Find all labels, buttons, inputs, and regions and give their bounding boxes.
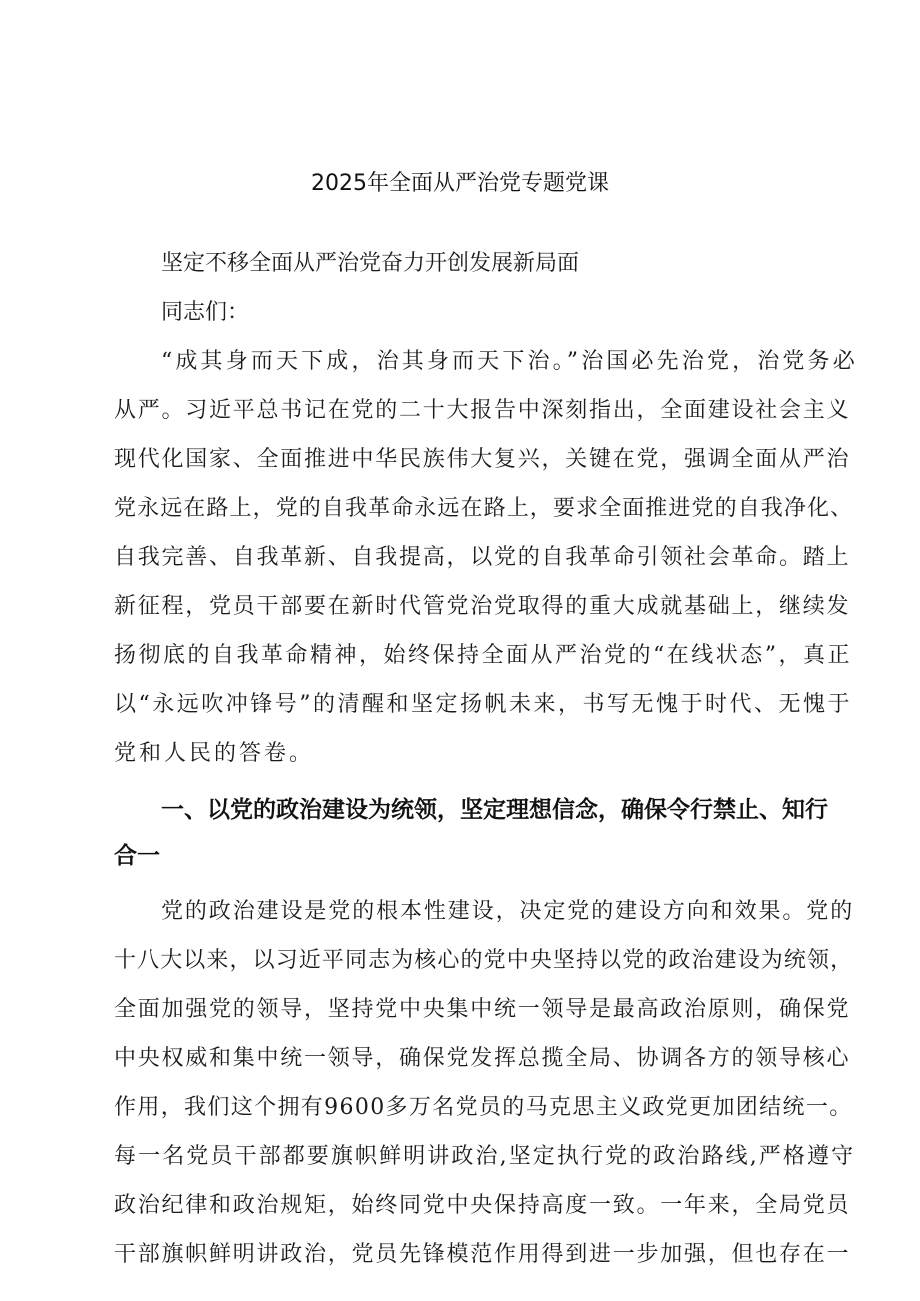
section-heading: 合一 (114, 843, 160, 869)
paragraph-line: 党永远在路上，党的自我革命永远在路上，要求全面推进党的自我净化、 (114, 496, 854, 521)
paragraph-line: 每一名党员干部都要旗帜鲜明讲政治,坚定执行党的政治路线,严格遵守 (114, 1144, 856, 1169)
paragraph-line: 中央权威和集中统一领导，确保党发挥总揽全局、协调各方的领导核心 (114, 1046, 851, 1071)
paragraph-line: 从严。习近平总书记在党的二十大报告中深刻指出，全面建设社会主义 (114, 398, 851, 423)
paragraph-line: 自我完善、自我革新、自我提高，以党的自我革命引领社会革命。踏上 (114, 545, 851, 570)
paragraph-line: 以“永远吹冲锋号”的清醒和坚定扬帆未来，书写无愧于时代、无愧于 (114, 692, 852, 717)
document-subtitle: 坚定不移全面从严治党奋力开创发展新局面 (161, 251, 580, 276)
document-title: 2025年全面从严治党专题党课 (311, 171, 609, 196)
paragraph-line: 政治纪律和政治规矩，始终同党中央保持高度一致。一年来，全局党员 (114, 1193, 851, 1218)
paragraph-line: “成其身而天下成，治其身而天下治。”治国必先治党，治党务必 (161, 349, 858, 374)
paragraph-line: 现代化国家、全面推进中华民族伟大复兴，关键在党，强调全面从严治 (114, 447, 851, 472)
paragraph-line: 党和人民的答卷。 (114, 741, 315, 766)
paragraph-line: 十八大以来，以习近平同志为核心的党中央坚持以党的政治建设为统领， (114, 948, 854, 973)
paragraph-line: 作用，我们这个拥有9600多万名党员的马克思主义政党更加团结统一。 (114, 1095, 853, 1120)
paragraph-line: 全面加强党的领导，坚持党中央集中统一领导是最高政治原则，确保党 (114, 997, 851, 1022)
paragraph-line: 新征程，党员干部要在新时代管党治党取得的重大成就基础上，继续发 (114, 594, 851, 619)
paragraph-line: 扬彻底的自我革命精神，始终保持全面从严治党的“在线状态”，真正 (114, 643, 852, 668)
salutation: 同志们： (161, 300, 250, 325)
paragraph-line: 党的政治建设是党的根本性建设，决定党的建设方向和效果。党的 (161, 899, 855, 924)
section-heading: 一、以党的政治建设为统领，坚定理想信念，确保令行禁止、知行 (161, 797, 828, 823)
paragraph-line: 干部旗帜鲜明讲政治，党员先锋模范作用得到进一步加强，但也存在一 (114, 1242, 851, 1267)
